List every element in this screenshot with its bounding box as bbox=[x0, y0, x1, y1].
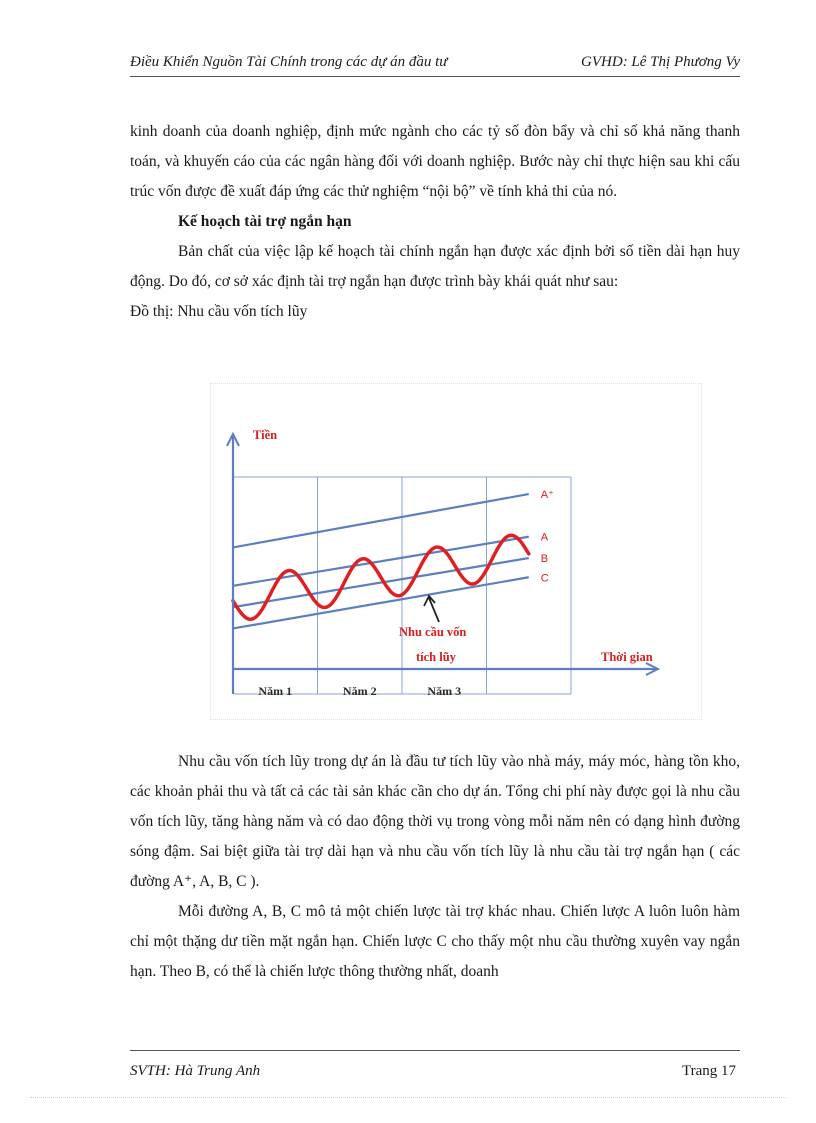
period-labels bbox=[258, 684, 461, 698]
x-axis-label: Thời gian bbox=[601, 650, 653, 664]
header-advisor: GVHD: Lê Thị Phương Vy bbox=[581, 54, 740, 70]
period-label-3: Năm 3 bbox=[427, 684, 462, 698]
y-axis-label: Tiền bbox=[253, 428, 278, 442]
page-footer bbox=[130, 1050, 740, 1079]
chart-svg bbox=[211, 384, 701, 719]
financing-line-0 bbox=[233, 494, 529, 547]
page-header bbox=[130, 52, 740, 77]
capital-need-curve bbox=[233, 535, 529, 619]
paragraph-continuation: kinh doanh của doanh nghiệp, định mức ngành cho các tỷ số đòn bẩy và chỉ số khả năng thanh toán, và khuyến cáo của các ngân hàng đối với doanh nghiệp. Bước này chỉ thực hiện sau khi cấu trúc vốn được đề xuất đáp ứng các thử nghiệm “nội bộ” về tính khả thi của nó. bbox=[130, 123, 740, 200]
curve-pointer-arrow bbox=[424, 596, 439, 622]
body-text-bottom bbox=[130, 747, 740, 987]
financing-line-3 bbox=[233, 577, 529, 628]
accumulated-capital-chart bbox=[210, 383, 702, 720]
line-label-1: A bbox=[540, 531, 549, 544]
line-label-3: C bbox=[540, 572, 549, 585]
paragraph-strategies: Mỗi đường A, B, C mô tả một chiến lược tài trợ khác nhau. Chiến lược A luôn luôn hàm chỉ một thặng dư tiền mặt ngắn hạn. Chiến lược C cho thấy một nhu cầu thường xuyên vay ngắn hạn. Theo B, có thể là chiến lược thông thường nhất, doanh bbox=[130, 903, 740, 980]
period-label-2: Năm 2 bbox=[342, 684, 377, 698]
line-labels bbox=[541, 489, 554, 584]
header-document-title: Điều Khiển Nguồn Tài Chính trong các dự án đầu tư bbox=[130, 54, 448, 70]
bottom-dotted-divider bbox=[30, 1097, 786, 1098]
paragraph-explanation: Nhu cầu vốn tích lũy trong dự án là đầu tư tích lũy vào nhà máy, máy móc, hàng tồn kho, các khoản phải thu và tất cả các tài sản khác cần cho dự án. Tổng chi phí này được gọi là nhu cầu vốn tích lũy, tăng hàng năm và có dao động thời vụ trong vòng mỗi năm nên có dạng hình đường sóng đậm. Sai biệt giữa tài trợ dài hạn và nhu cầu vốn tích lũy là nhu cầu tài trợ ngắn hạn ( các đường A⁺, A, B, C ). bbox=[130, 753, 740, 890]
line-label-0: A⁺ bbox=[540, 489, 554, 502]
chart-grid bbox=[233, 477, 571, 694]
financing-lines bbox=[233, 494, 529, 628]
section-heading: Kế hoạch tài trợ ngắn hạn bbox=[178, 213, 352, 230]
footer-author: SVTH: Hà Trung Anh bbox=[130, 1063, 261, 1079]
chart-caption: Đồ thị: Nhu cầu vốn tích lũy bbox=[130, 303, 308, 320]
period-label-1: Năm 1 bbox=[258, 684, 293, 698]
footer-page-number: Trang 17 bbox=[681, 1063, 736, 1079]
body-text-top bbox=[130, 117, 740, 327]
paragraph-intro: Bản chất của việc lập kế hoạch tài chính ngắn hạn được xác định bởi số tiền dài hạn huy động. Do đó, cơ sở xác định tài trợ ngắn hạn được trình bày khái quát như sau: bbox=[130, 243, 740, 290]
curve-label-line1: Nhu cầu vốn bbox=[399, 625, 467, 639]
line-label-2: B bbox=[540, 553, 549, 566]
curve-label-line2: tích lũy bbox=[416, 650, 456, 664]
